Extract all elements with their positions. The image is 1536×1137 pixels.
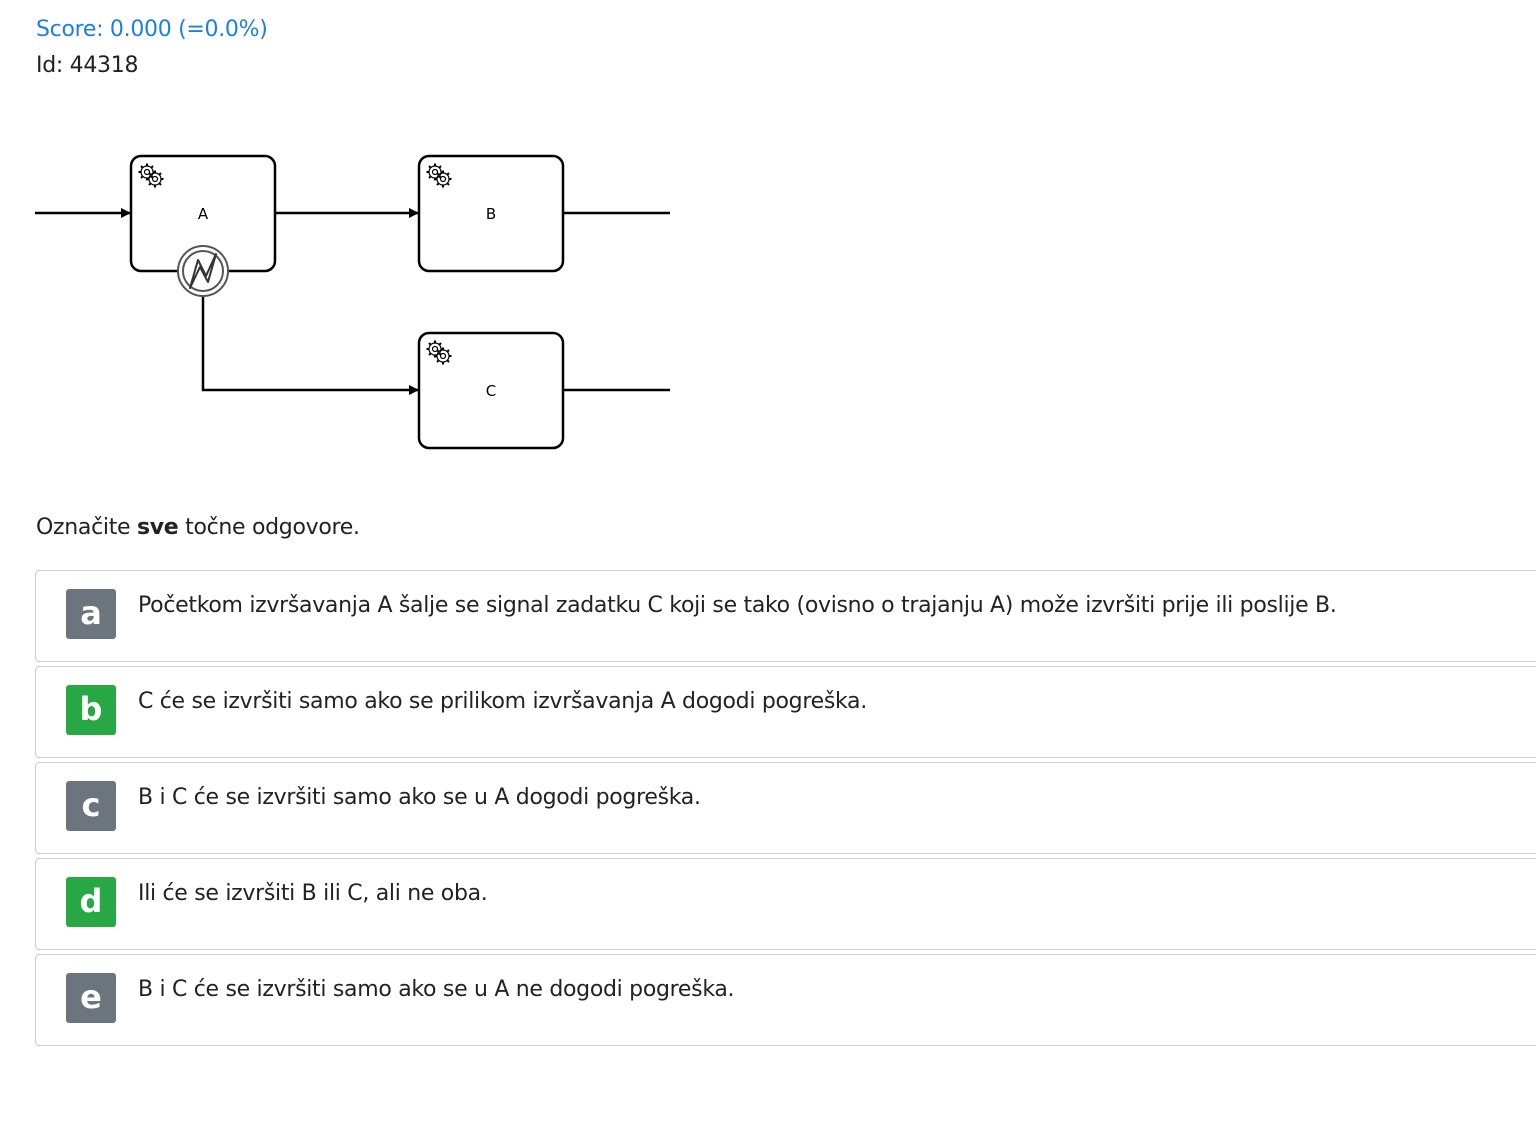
- score-label: Score: 0.000 (=0.0%): [36, 17, 268, 42]
- question-id: Id: 44318: [36, 53, 139, 78]
- task-b-label: B: [485, 205, 497, 223]
- answer-text: B i C će se izvršiti samo ako se u A ne dogodi pogreška.: [138, 977, 735, 1002]
- task-c[interactable]: [419, 333, 563, 448]
- instruction-prefix: Označite: [36, 515, 137, 540]
- answer-letter-badge: d: [66, 877, 116, 927]
- answer-letter-badge: c: [66, 781, 116, 831]
- answer-text: Ili će se izvršiti B ili C, ali ne oba.: [138, 881, 488, 906]
- instruction-suffix: točne odgovore.: [178, 515, 360, 540]
- answer-list: [35, 570, 1536, 1050]
- answer-option-a[interactable]: [35, 570, 1536, 662]
- task-b[interactable]: [419, 156, 563, 271]
- error-boundary-event-icon[interactable]: [178, 246, 228, 296]
- answer-letter-badge: b: [66, 685, 116, 735]
- sequence-flow-error-c: [203, 297, 418, 390]
- answer-text: Početkom izvršavanja A šalje se signal zadatku C koji se tako (ovisno o trajanju A) može izvršiti prije ili poslije B.: [138, 593, 1337, 618]
- answer-option-d[interactable]: [35, 858, 1536, 950]
- instruction-text: [36, 514, 360, 542]
- answer-option-b[interactable]: [35, 666, 1536, 758]
- instruction-bold: sve: [136, 515, 179, 540]
- answer-option-c[interactable]: [35, 762, 1536, 854]
- answer-text: B i C će se izvršiti samo ako se u A dogodi pogreška.: [138, 785, 701, 810]
- answer-letter-badge: e: [66, 973, 116, 1023]
- bpmn-diagram: [0, 130, 700, 470]
- task-c-label: C: [485, 382, 497, 400]
- answer-option-e[interactable]: [35, 954, 1536, 1046]
- answer-letter-badge: a: [66, 589, 116, 639]
- answer-text: C će se izvršiti samo ako se prilikom izvršavanja A dogodi pogreška.: [138, 689, 867, 714]
- task-a-label: A: [197, 205, 209, 223]
